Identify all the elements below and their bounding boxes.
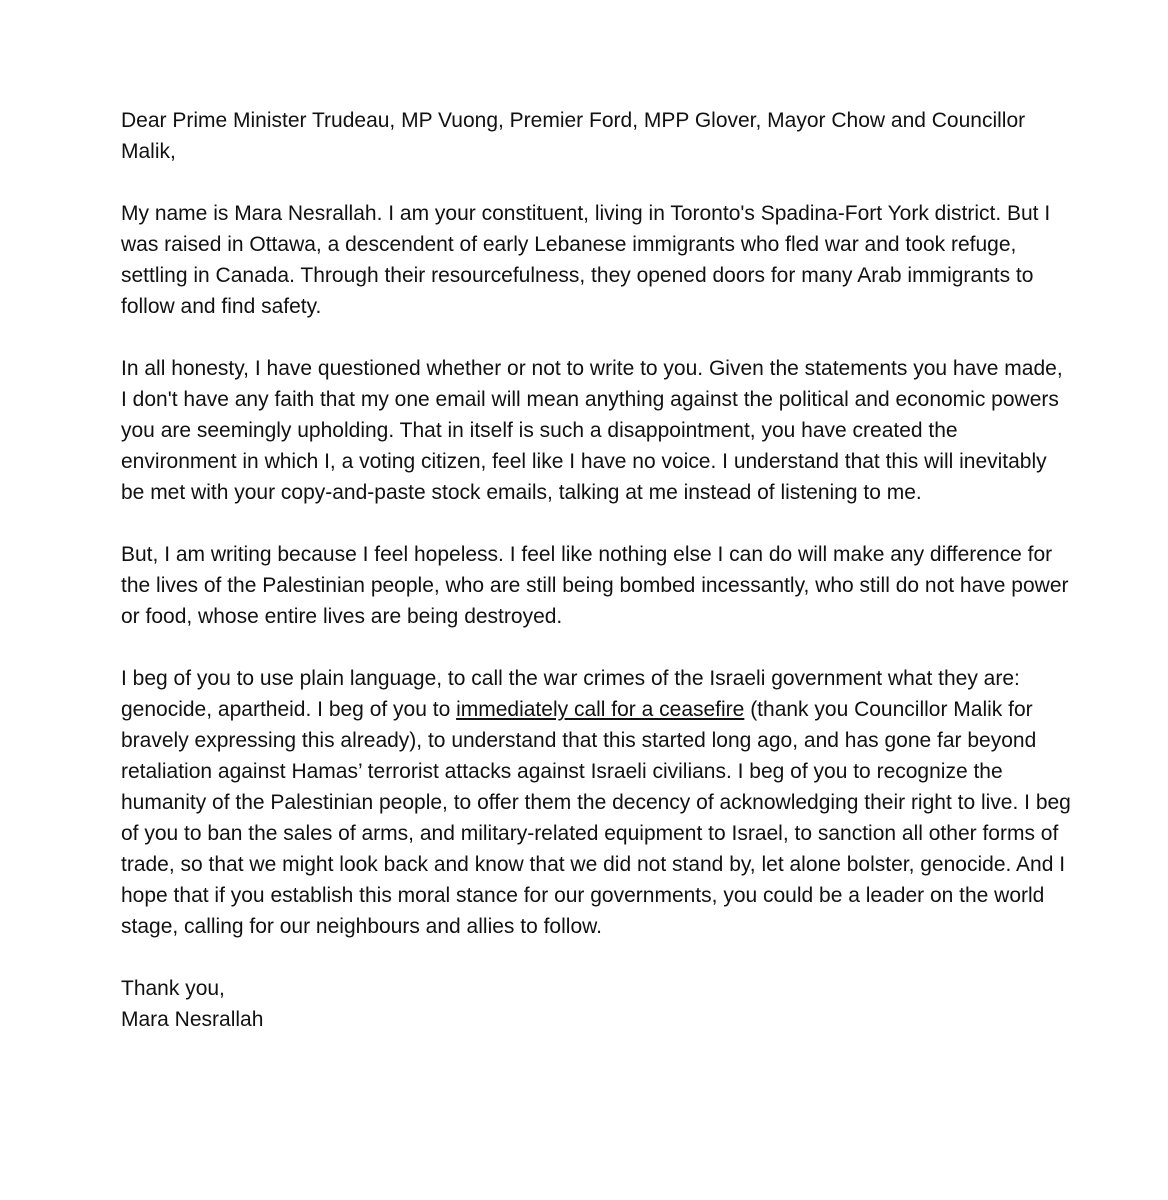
paragraph-hopeless: But, I am writing because I feel hopeless. I feel like nothing else I can do will make any difference for the lives of the Palestinian people, who are still being bombed incessantly, who still do not have power or food, whose entire lives are being destroyed. bbox=[121, 543, 1069, 628]
paragraph-introduction: My name is Mara Nesrallah. I am your constituent, living in Toronto's Spadina-Fort York district. But I was raised in Ottawa, a descendent of early Lebanese immigrants who fled war and took refuge, settling in Canada. Through their resourcefulness, they opened doors for many Arab immigrants to follow and find safety. bbox=[121, 202, 1051, 318]
appeal-text-before-link: I beg of you to use plain language, to call the war crimes of the Israeli government what they are: genocide, apartheid. I beg of you to bbox=[121, 667, 1020, 721]
paragraph-honesty: In all honesty, I have questioned whether or not to write to you. Given the statements you have made, I don't have any faith that my one email will mean anything against the political and economic powers you are seemingly upholding. That in itself is such a disappointment, you have created the environment in which I, a voting citizen, feel like I have no voice. I understand that this will inevitably be met with your copy-and-paste stock emails, talking at me instead of listening to me. bbox=[121, 357, 1063, 504]
letter-body bbox=[121, 105, 1071, 1035]
signoff bbox=[121, 973, 1071, 1035]
signature: Mara Nesrallah bbox=[121, 1008, 264, 1031]
ceasefire-link[interactable]: immediately call for a ceasefire bbox=[456, 698, 745, 721]
closing: Thank you, bbox=[121, 977, 225, 1000]
salutation: Dear Prime Minister Trudeau, MP Vuong, Premier Ford, MPP Glover, Mayor Chow and Councillor Malik, bbox=[121, 109, 1026, 163]
paragraph-appeal bbox=[121, 663, 1071, 942]
appeal-text-after-link: (thank you Councillor Malik for bravely expressing this already), to understand that this started long ago, and has gone far beyond retaliation against Hamas’ terrorist attacks against Israeli civilians. I beg of you to recognize the humanity of the Palestinian people, to offer them the decency of acknowledging their right to live. I beg of you to ban the sales of arms, and military-related equipment to Israel, to sanction all other forms of trade, so that we might look back and know that we did not stand by, let alone bolster, genocide. And I hope that if you establish this moral stance for our governments, you could be a leader on the world stage, calling for our neighbours and allies to follow. bbox=[121, 698, 1071, 938]
